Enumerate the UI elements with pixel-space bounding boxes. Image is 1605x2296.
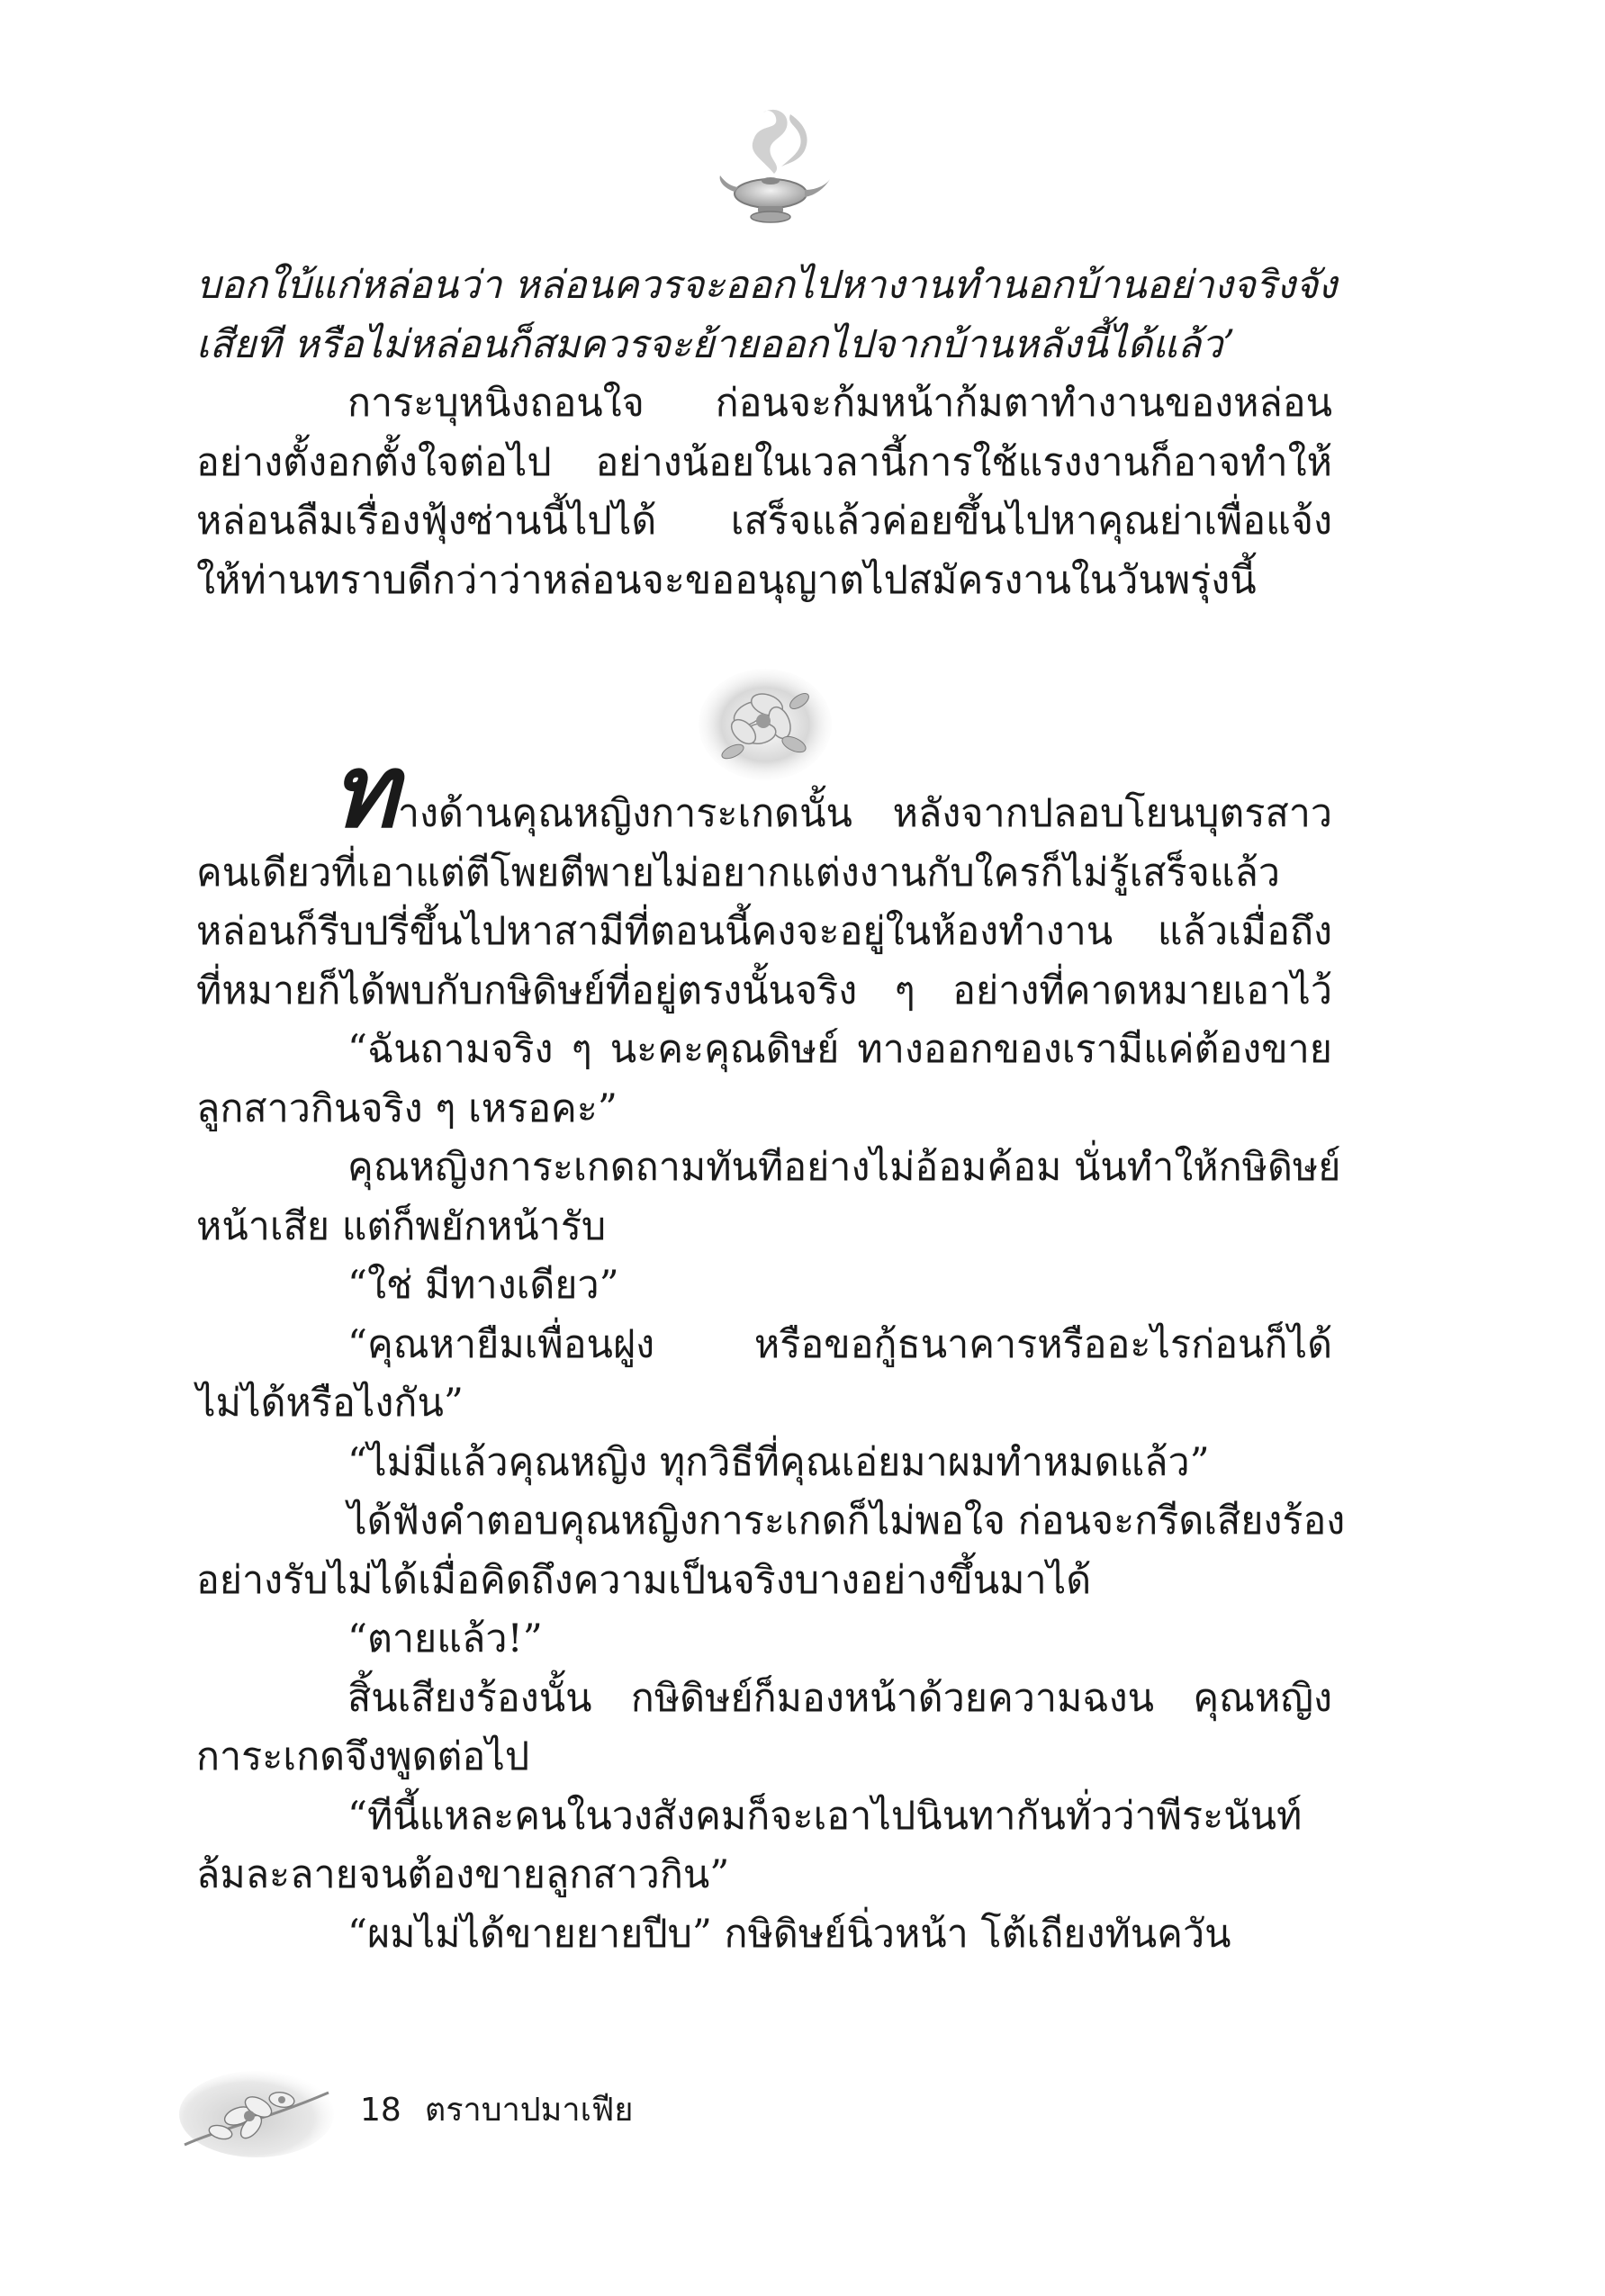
- text-line: ที่หมายก็ได้พบกับกษิดิษย์ที่อยู่ตรงนั้นจริง ๆ อย่างที่คาดหมายเอาไว้: [196, 968, 1332, 1013]
- text-line: หล่อนลืมเรื่องฟุ้งซ่านนี้ไปได้ เสร็จแล้วค่อยขึ้นไปหาคุณย่าเพื่อแจ้ง: [196, 499, 1332, 544]
- text-line: ได้ฟังคำตอบคุณหญิงการะเกดก็ไม่พอใจ ก่อนจะกรีดเสียงร้อง: [347, 1499, 1346, 1544]
- text-line: ล้มละลายจนต้องขายลูกสาวกิน”: [196, 1852, 730, 1897]
- flower-bouquet-icon: [693, 662, 837, 788]
- text-line: คนเดียวที่เอาแต่ตีโพยตีพายไม่อยากแต่งงานกับใครก็ไม่รู้เสร็จแล้ว: [196, 850, 1281, 896]
- text-block-bottom: [196, 733, 1346, 1964]
- text-line: การะบุหนิงถอนใจ ก่อนจะก้มหน้าก้มตาทำงานของหล่อน: [347, 381, 1332, 426]
- text-line: “ไม่มีแล้วคุณหญิง ทุกวิธีที่คุณเอ่ยมาผมทำหมดแล้ว”: [347, 1439, 1210, 1485]
- text-line: างด้านคุณหญิงการะเกดนั้น หลังจากปลอบโยนบุตรสาว: [397, 791, 1332, 836]
- text-line-dropcap: [196, 733, 1332, 851]
- text-line: หล่อนก็รีบปรี่ขึ้นไปหาสามีที่ตอนนี้คงจะอยู่ในห้องทำงาน แล้วเมื่อถึง: [196, 909, 1332, 954]
- text-line: ไม่ได้หรือไงกัน”: [196, 1381, 464, 1426]
- text-line: อย่างรับไม่ได้เมื่อคิดถึงความเป็นจริงบางอย่างขึ้นมาได้: [196, 1557, 1092, 1603]
- book-title: ตราบาปมาเฟีย: [424, 2092, 634, 2129]
- text-line: “ใช่ มีทางเดียว”: [347, 1263, 619, 1308]
- text-block-top: [196, 257, 1338, 610]
- text-line: บอกใบ้แก่หล่อนว่า หล่อนควรจะออกไปหางานทำนอกบ้านอย่างจริงจัง: [196, 263, 1338, 308]
- text-line: “ทีนี้แหละคนในวงสังคมก็จะเอาไปนินทากันทั่วว่าพีระนันท์: [347, 1793, 1303, 1839]
- text-line: “ตายแล้ว!”: [347, 1616, 543, 1661]
- text-line: เสียที หรือไม่หล่อนก็สมควรจะย้ายออกไปจากบ้านหลังนี้ได้แล้ว’: [196, 321, 1236, 367]
- flower-spray-icon: [176, 2057, 338, 2165]
- page-footer: [360, 2093, 634, 2129]
- text-line: หน้าเสีย แต่ก็พยักหน้ารับ: [196, 1203, 607, 1249]
- text-line: อย่างตั้งอกตั้งใจต่อไป อย่างน้อยในเวลานี้การใช้แรงงานก็อาจทำให้: [196, 439, 1332, 485]
- page-number: 18: [360, 2092, 401, 2129]
- text-line: “ฉันถามจริง ๆ นะคะคุณดิษย์ ทางออกของเรามีแค่ต้องขาย: [347, 1027, 1332, 1072]
- text-line: “ผมไม่ได้ขายยายปีบ” กษิดิษย์นิ่วหน้า โต้เถียงทันควัน: [347, 1911, 1231, 1957]
- text-line: ให้ท่านทราบดีกว่าว่าหล่อนจะขออนุญาตไปสมัครงานในวันพรุ่งนี้: [196, 557, 1257, 603]
- text-line: “คุณหายืมเพื่อนฝูง หรือขอกู้ธนาคารหรืออะไรก่อนก็ได้: [347, 1321, 1332, 1367]
- text-line: สิ้นเสียงร้องนั้น กษิดิษย์ก็มองหน้าด้วยความฉงน คุณหญิง: [347, 1675, 1332, 1721]
- text-line: ลูกสาวกินจริง ๆ เหรอคะ”: [196, 1085, 618, 1131]
- drop-cap: ท: [331, 733, 396, 851]
- magic-lamp-icon: [711, 104, 837, 239]
- text-line: คุณหญิงการะเกดถามทันทีอย่างไม่อ้อมค้อม นั่นทำให้กษิดิษย์: [347, 1145, 1341, 1190]
- text-line: การะเกดจึงพูดต่อไป: [196, 1734, 530, 1779]
